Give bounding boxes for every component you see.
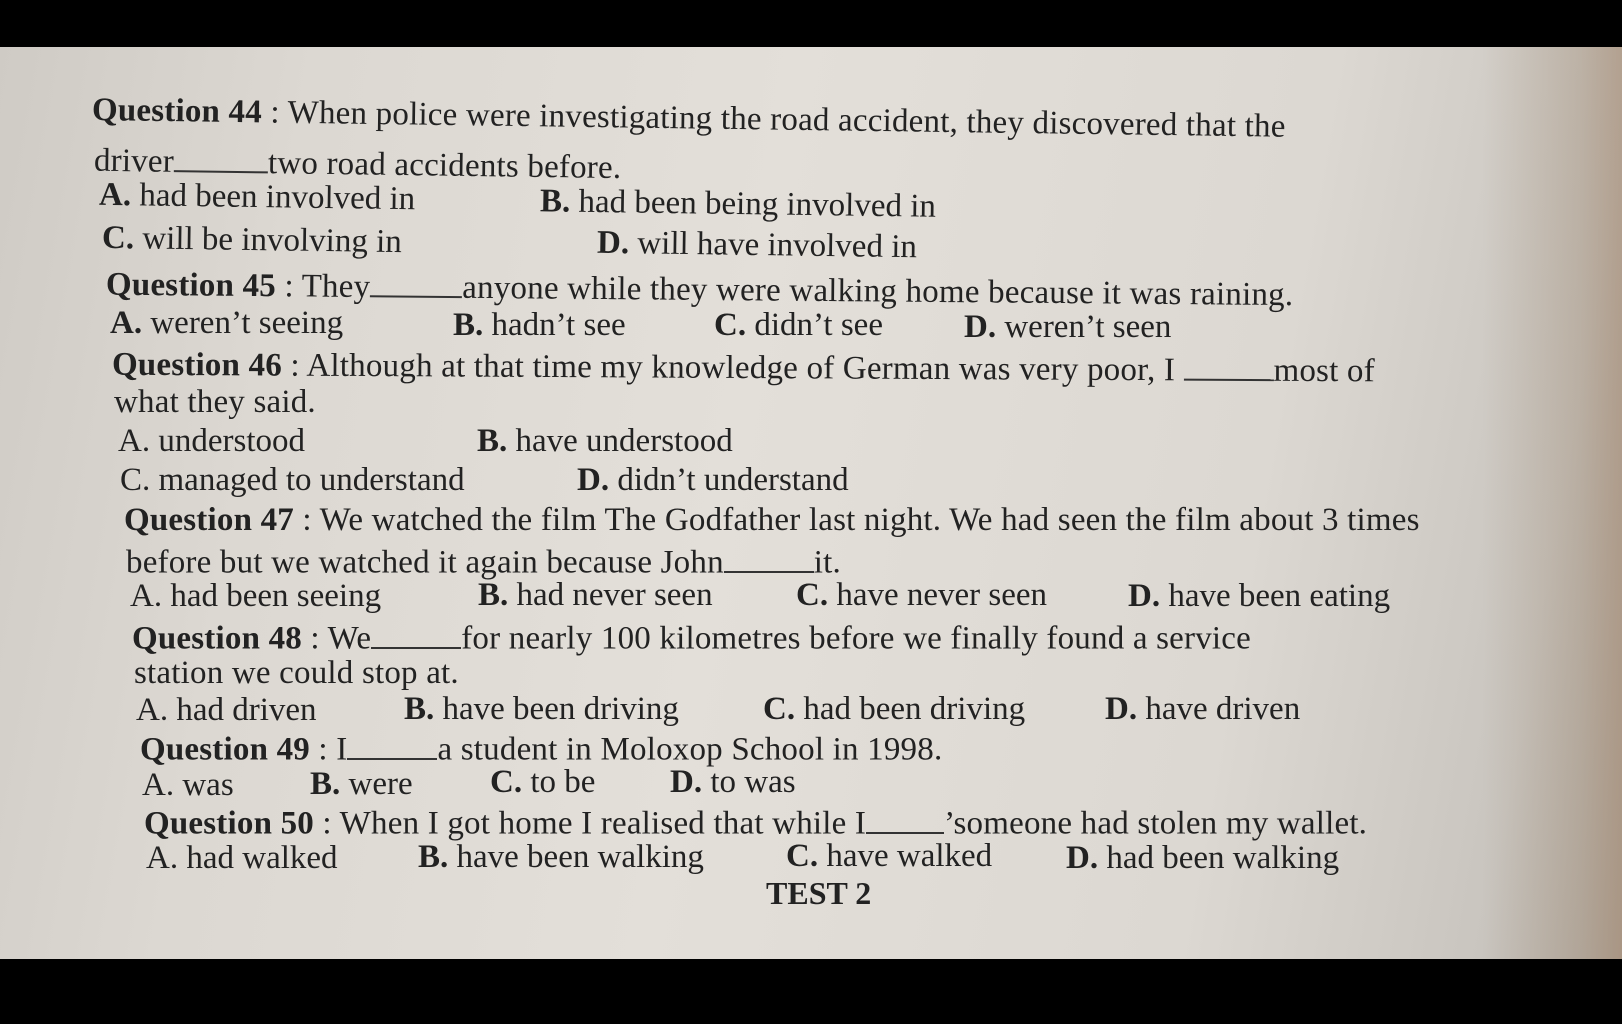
- question-47-text: We watched the film The Godfather last night. We had seen the film about 3 times: [319, 502, 1420, 538]
- question-44-text: When police were investigating the road accident, they discovered that the: [287, 94, 1286, 145]
- question-47-pre: before but we watched it again because John: [126, 544, 724, 581]
- option-text: have been driving: [442, 691, 679, 727]
- option-letter: B.: [310, 766, 341, 802]
- question-46-continuation: what they said.: [114, 384, 316, 420]
- question-49-option-d: [670, 764, 796, 801]
- question-46-line-2: [114, 384, 316, 421]
- question-49-option-b: [310, 766, 413, 803]
- question-48-option-a: [136, 692, 317, 729]
- question-44-option-b: [540, 183, 936, 226]
- question-45-pre: They: [301, 268, 371, 305]
- option-letter: B.: [539, 183, 571, 220]
- option-text: to was: [710, 764, 796, 800]
- option-letter: A.: [98, 176, 132, 214]
- question-47-post: it.: [813, 544, 841, 581]
- option-text: have never seen: [836, 577, 1048, 613]
- option-letter: B.: [418, 839, 449, 875]
- question-45-option-b: [453, 307, 626, 344]
- option-text: had been driving: [803, 691, 1026, 727]
- question-50-label: Question 50: [144, 805, 314, 842]
- question-46-option-d: [577, 462, 849, 499]
- question-49-option-a: [142, 767, 234, 804]
- option-letter: D.: [577, 462, 610, 498]
- question-50-pre: When I got home I realised that while I: [339, 805, 867, 842]
- option-letter: D.: [964, 309, 997, 345]
- question-49-pre: I: [336, 731, 348, 768]
- option-text: have understood: [515, 423, 733, 459]
- question-50-option-b: [418, 839, 704, 876]
- separator: :: [313, 805, 340, 842]
- option-letter: D.: [670, 764, 703, 800]
- option-text: had never seen: [516, 577, 713, 613]
- option-letter: C.: [490, 764, 523, 800]
- question-48-pre: We: [327, 620, 372, 657]
- option-letter: C.: [714, 307, 747, 343]
- question-47-option-b: [478, 577, 713, 614]
- answer-blank: [866, 802, 944, 834]
- question-48-post: for nearly 100 kilometres before we finally found a service: [461, 620, 1251, 657]
- answer-blank: [370, 265, 462, 297]
- question-44-pre: driver: [93, 142, 175, 180]
- separator: :: [281, 347, 307, 384]
- option-text: didn’t see: [754, 307, 883, 343]
- option-letter: A.: [146, 840, 179, 876]
- question-46-option-a: [118, 423, 305, 460]
- option-text: had been being involved in: [578, 183, 937, 225]
- option-text: had walked: [186, 840, 338, 876]
- question-48-label: Question 48: [132, 620, 302, 657]
- option-text: had driven: [176, 692, 317, 728]
- option-text: will have involved in: [637, 225, 918, 266]
- question-46-option-c: [120, 462, 465, 499]
- question-44-option-d: [597, 225, 917, 266]
- question-49-line-1: [140, 728, 942, 769]
- question-48-option-c: [763, 691, 1025, 728]
- option-text: to be: [530, 764, 596, 800]
- option-letter: B.: [404, 691, 435, 727]
- question-49-label: Question 49: [140, 731, 310, 768]
- question-45-option-a: [110, 305, 343, 342]
- question-47-option-c: [796, 577, 1047, 614]
- question-44-post: two road accidents before.: [267, 145, 622, 187]
- question-46-label: Question 46: [111, 346, 283, 384]
- question-50-option-d: [1066, 840, 1339, 877]
- question-44-line-1: [92, 92, 1286, 146]
- question-47-label: Question 47: [124, 502, 294, 538]
- question-50-line-1: [144, 802, 1367, 843]
- question-48-option-d: [1105, 691, 1300, 728]
- option-text: was: [182, 767, 234, 803]
- option-letter: B.: [478, 577, 509, 613]
- answer-blank: [724, 541, 814, 573]
- option-letter: D.: [1105, 691, 1138, 727]
- option-text: hadn’t see: [491, 307, 626, 343]
- option-text: had been seeing: [170, 578, 382, 614]
- option-text: have been walking: [456, 839, 704, 875]
- option-text: will be involving in: [142, 220, 403, 261]
- separator: :: [275, 268, 302, 305]
- option-letter: C.: [101, 219, 135, 257]
- option-text: managed to understand: [158, 462, 465, 498]
- option-text: have driven: [1145, 691, 1301, 727]
- question-47-line-1: [124, 502, 1420, 539]
- option-letter: C.: [786, 838, 819, 874]
- question-50-option-a: [146, 840, 338, 877]
- answer-blank: [174, 140, 268, 173]
- option-letter: C.: [763, 691, 796, 727]
- option-letter: C.: [796, 577, 829, 613]
- question-47-option-d: [1128, 578, 1390, 615]
- option-letter: A.: [136, 692, 169, 728]
- question-45-post: anyone while they were walking home because it was raining.: [462, 269, 1294, 314]
- question-49-post: a student in Moloxop School in 1998.: [437, 731, 943, 768]
- question-44-option-a: [99, 177, 416, 218]
- separator: :: [309, 731, 337, 768]
- option-letter: A.: [130, 578, 163, 614]
- option-text: were: [348, 766, 413, 802]
- separator: :: [293, 502, 320, 538]
- option-text: have been eating: [1168, 578, 1391, 614]
- question-44-option-c: [102, 220, 402, 261]
- option-text: weren’t seeing: [150, 305, 344, 341]
- question-50-option-c: [786, 838, 992, 875]
- option-letter: A.: [118, 423, 151, 459]
- option-letter: C.: [120, 462, 151, 498]
- option-letter: A.: [110, 305, 143, 341]
- question-45-label: Question 45: [105, 266, 277, 305]
- option-text: didn’t understand: [617, 462, 849, 498]
- question-48-option-b: [404, 691, 679, 728]
- answer-blank: [371, 617, 461, 649]
- option-letter: B.: [477, 423, 508, 459]
- question-45-option-d: [964, 309, 1171, 346]
- question-49-option-c: [490, 764, 595, 801]
- document-page: [0, 47, 1622, 959]
- option-letter: B.: [453, 307, 484, 343]
- option-text: understood: [158, 423, 305, 459]
- option-letter: D.: [1128, 578, 1161, 614]
- answer-blank: [347, 728, 437, 760]
- question-47-line-2: [126, 541, 841, 582]
- answer-blank: [1183, 349, 1273, 381]
- question-46-pre: Although at that time my knowledge of German was very poor, I: [306, 347, 1184, 389]
- option-letter: D.: [1066, 840, 1099, 876]
- separator: :: [301, 620, 328, 657]
- question-44-label: Question 44: [91, 92, 263, 131]
- separator: :: [261, 94, 288, 131]
- option-letter: D.: [596, 224, 630, 262]
- question-46-option-b: [477, 423, 733, 460]
- option-letter: A.: [142, 767, 175, 803]
- option-text: have walked: [826, 838, 993, 874]
- option-text: had been walking: [1106, 840, 1340, 876]
- question-46-post: most of: [1273, 352, 1375, 390]
- question-50-post: ’someone had stolen my wallet.: [944, 805, 1368, 842]
- question-48-continuation: station we could stop at.: [134, 655, 459, 691]
- question-48-line-1: [132, 617, 1251, 658]
- question-45-option-c: [714, 307, 883, 344]
- question-47-option-a: [130, 578, 381, 615]
- option-text: had been involved in: [139, 177, 416, 218]
- option-text: weren’t seen: [1004, 309, 1172, 345]
- section-title: TEST 2: [766, 875, 872, 911]
- question-48-line-2: [134, 655, 459, 692]
